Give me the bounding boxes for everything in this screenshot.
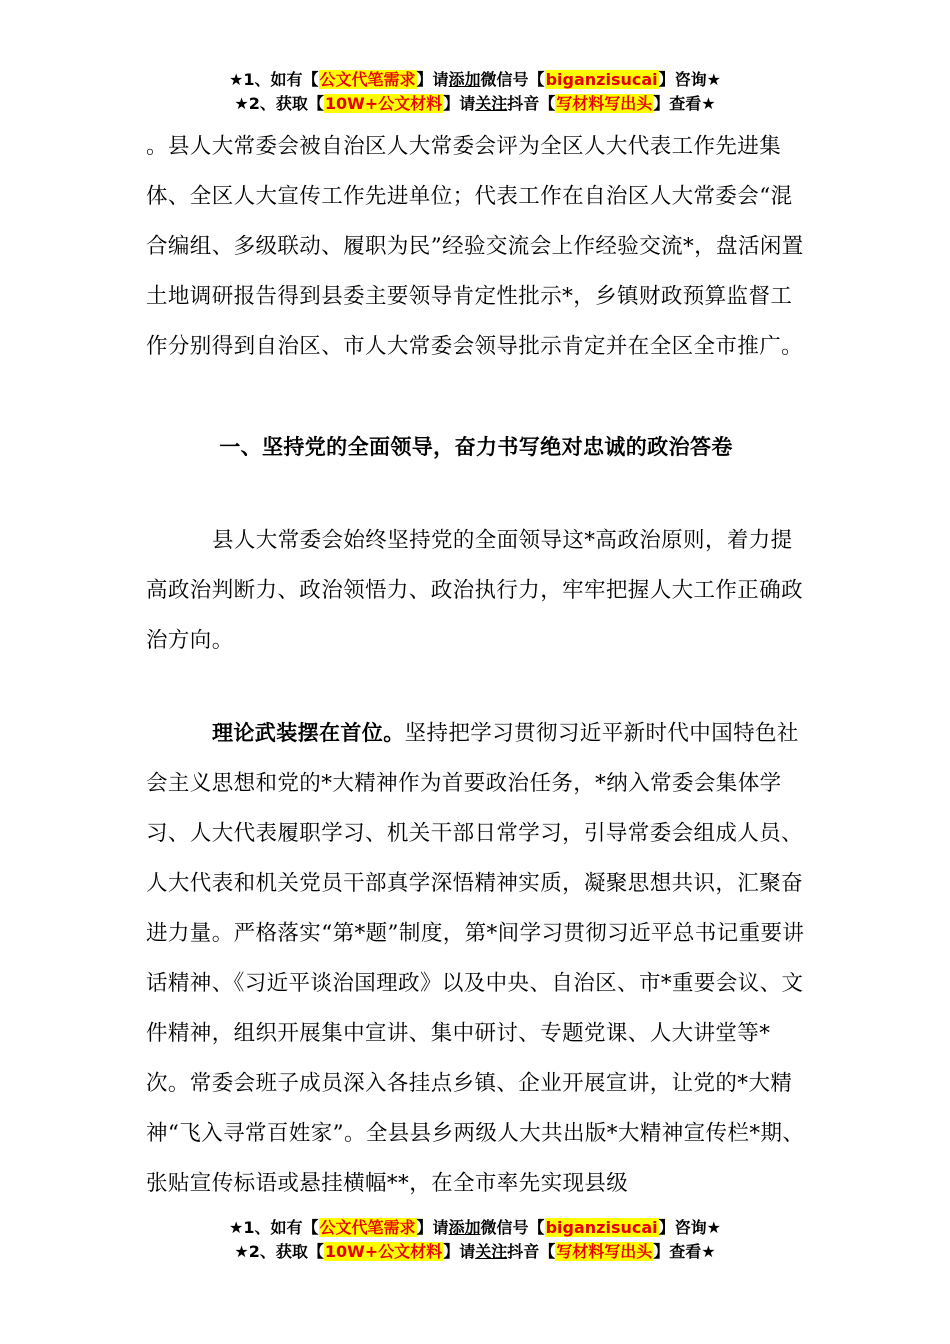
banner-text: 微信号【 bbox=[480, 1218, 545, 1237]
banner-text: ★2、获取【 bbox=[234, 1242, 324, 1261]
footer-banner bbox=[0, 1216, 950, 1264]
underlined-text: 添加 bbox=[448, 70, 481, 89]
highlight-douyin-id: 写材料写出头 bbox=[556, 1242, 653, 1261]
header-banner bbox=[0, 68, 950, 116]
banner-line-2 bbox=[0, 1240, 950, 1264]
banner-text: 】请 bbox=[416, 1218, 449, 1237]
banner-line-1 bbox=[0, 68, 950, 92]
banner-text: 】查看★ bbox=[653, 1242, 716, 1261]
banner-text: ★1、如有【 bbox=[229, 70, 319, 89]
banner-text: 】咨询★ bbox=[658, 70, 721, 89]
highlight-materials: 10W+公文材料 bbox=[324, 94, 443, 113]
banner-line-2 bbox=[0, 92, 950, 116]
banner-text: 】咨询★ bbox=[658, 1218, 721, 1237]
banner-text: 抖音【 bbox=[507, 94, 556, 113]
highlight-wechat-id: biganzisucai bbox=[545, 1218, 658, 1237]
paragraph-text: 坚持把学习贯彻习近平新时代中国特色社会主义思想和党的*大精神作为首要政治任务，*纳入常委会集体学习、人大代表履职学习、机关干部日常学习，引导常委会组成人员、人大代表和机关党员干部真学深悟精神实质，凝聚思想共识，汇聚奋进力量。严格落实“第*题”制度，第*间学习贯彻习近平总书记重要讲话精神、《习近平谈治国理政》以及中央、自治区、市*重要会议、文件精神，组织开展集中宣讲、集中研讨、专题党课、人大讲堂等*次。常委会班子成员深入各挂点乡镇、企业开展宣讲，让党的*大精神“飞入寻常百姓家”。全县县乡两级人大共出版*大精神宣传栏*期、张贴宣传标语或悬挂横幅**，在全市率先实现县级 bbox=[146, 721, 805, 1196]
highlight-service: 公文代笔需求 bbox=[319, 70, 416, 89]
paragraph-lead: 理论武装摆在首位。 bbox=[212, 721, 405, 745]
highlight-service: 公文代笔需求 bbox=[319, 1218, 416, 1237]
banner-text: 】请 bbox=[416, 70, 449, 89]
paragraph-intro: 。县人大常委会被自治区人大常委会评为全区人大代表工作先进集体、全区人大宣传工作先进单位；代表工作在自治区人大常委会“混合编组、多级联动、履职为民”经验交流会上作经验交流*，盘活闲置土地调研报告得到县委主要领导肯定性批示*，乡镇财政预算监督工作分别得到自治区、市人大常委会领导批示肯定并在全区全市推广。 bbox=[146, 134, 804, 359]
banner-line-1 bbox=[0, 1216, 950, 1240]
banner-text: 】查看★ bbox=[653, 94, 716, 113]
underlined-text: 添加 bbox=[448, 1218, 481, 1237]
highlight-douyin-id: 写材料写出头 bbox=[556, 94, 653, 113]
paragraph-section-intro: 县人大常委会始终坚持党的全面领导这*高政治原则，着力提高政治判断力、政治领悟力、政治执行力，牢牢把握人大工作正确政治方向。 bbox=[146, 528, 804, 653]
banner-text: 】请 bbox=[443, 1242, 476, 1261]
paragraph-theory bbox=[146, 708, 806, 1209]
banner-text: 抖音【 bbox=[507, 1242, 556, 1261]
document-body bbox=[146, 122, 806, 1209]
underlined-text: 关注 bbox=[475, 1242, 508, 1261]
highlight-materials: 10W+公文材料 bbox=[324, 1242, 443, 1261]
banner-text: 微信号【 bbox=[480, 70, 545, 89]
underlined-text: 关注 bbox=[475, 94, 508, 113]
banner-text: ★1、如有【 bbox=[229, 1218, 319, 1237]
banner-text: ★2、获取【 bbox=[234, 94, 324, 113]
highlight-wechat-id: biganzisucai bbox=[545, 70, 658, 89]
banner-text: 】请 bbox=[443, 94, 476, 113]
section-heading: 一、坚持党的全面领导，奋力书写绝对忠诚的政治答卷 bbox=[219, 435, 733, 459]
